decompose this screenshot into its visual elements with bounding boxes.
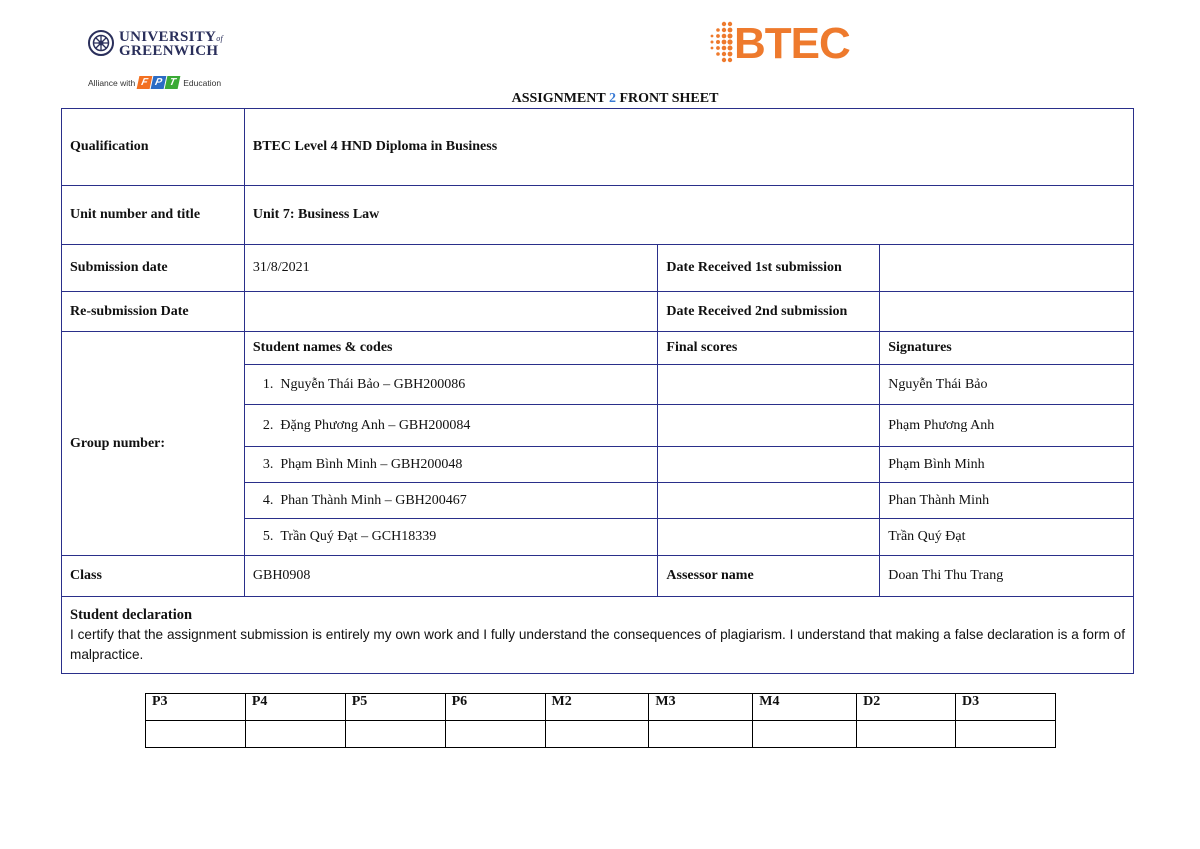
student-declaration (62, 597, 1134, 674)
criteria-cell (245, 721, 345, 748)
student-signature: Nguyễn Thái Bảo (880, 365, 1134, 405)
student-signature: Phan Thành Minh (880, 483, 1134, 519)
group-number-label: Group number: (62, 332, 245, 556)
qualification-row (62, 109, 1134, 186)
university-wordmark: UNIVERSITYof (119, 29, 224, 45)
signatures-column-header: Signatures (880, 332, 1134, 365)
grading-criteria-table (145, 693, 1056, 748)
student-name: 2. Đặng Phương Anh – GBH200084 (244, 405, 658, 447)
scores-column-header: Final scores (658, 332, 880, 365)
resubmission-date-label: Re-submission Date (62, 292, 245, 332)
qualification-label: Qualification (62, 109, 245, 186)
front-sheet-table (61, 108, 1134, 674)
qualification-value: BTEC Level 4 HND Diploma in Business (244, 109, 1133, 186)
declaration-title: Student declaration (70, 607, 193, 623)
class-row (62, 556, 1134, 597)
student-score (658, 365, 880, 405)
criteria-cell (956, 721, 1056, 748)
unit-row (62, 186, 1134, 245)
assessor-label: Assessor name (658, 556, 880, 597)
criteria-cell (753, 721, 857, 748)
student-name: 5. Trần Quý Đạt – GCH18339 (244, 519, 658, 556)
university-of-greenwich-logo (88, 30, 228, 92)
student-score (658, 447, 880, 483)
student-signature: Phạm Phương Anh (880, 405, 1134, 447)
student-score (658, 405, 880, 447)
crest-icon (88, 30, 114, 56)
fpt-logo: F P T (138, 76, 180, 89)
criteria-header: M2 (545, 694, 649, 721)
student-score (658, 519, 880, 556)
greenwich-wordmark: GREENWICH (119, 43, 219, 59)
student-signature: Trần Quý Đạt (880, 519, 1134, 556)
criteria-cell (649, 721, 753, 748)
alliance-fpt: Alliance with F P T Education (88, 77, 222, 88)
criteria-header: D2 (857, 694, 956, 721)
btec-dots-icon (704, 18, 738, 66)
submission-date-label: Submission date (62, 245, 245, 292)
students-column-header: Student names & codes (244, 332, 658, 365)
group-header-row (62, 332, 1134, 365)
received-1st-value (880, 245, 1134, 292)
submission-date-value: 31/8/2021 (244, 245, 658, 292)
criteria-cell (445, 721, 545, 748)
unit-value: Unit 7: Business Law (244, 186, 1133, 245)
resubmission-row (62, 292, 1134, 332)
received-2nd-label: Date Received 2nd submission (658, 292, 880, 332)
criteria-header: P6 (445, 694, 545, 721)
criteria-cell (857, 721, 956, 748)
student-name: 1. Nguyễn Thái Bảo – GBH200086 (244, 365, 658, 405)
declaration-text: I certify that the assignment submission is entirely my own work and I fully understand the consequences of plagiarism. I understand that making a false declaration is a form of malpractice. (70, 627, 1125, 662)
criteria-cell (345, 721, 445, 748)
criteria-header: P5 (345, 694, 445, 721)
criteria-header: P4 (245, 694, 345, 721)
received-2nd-value (880, 292, 1134, 332)
unit-label: Unit number and title (62, 186, 245, 245)
student-score (658, 483, 880, 519)
criteria-value-row (146, 721, 1056, 748)
criteria-cell (545, 721, 649, 748)
criteria-cell (146, 721, 246, 748)
criteria-header-row (146, 694, 1056, 721)
criteria-header: M3 (649, 694, 753, 721)
criteria-header: D3 (956, 694, 1056, 721)
resubmission-date-value (244, 292, 658, 332)
class-value: GBH0908 (244, 556, 658, 597)
assessor-value: Doan Thi Thu Trang (880, 556, 1134, 597)
btec-wordmark: BTEC (734, 19, 850, 68)
student-signature: Phạm Bình Minh (880, 447, 1134, 483)
submission-row (62, 245, 1134, 292)
criteria-header: P3 (146, 694, 246, 721)
student-name: 3. Phạm Bình Minh – GBH200048 (244, 447, 658, 483)
class-label: Class (62, 556, 245, 597)
criteria-header: M4 (753, 694, 857, 721)
student-name: 4. Phan Thành Minh – GBH200467 (244, 483, 658, 519)
btec-logo (704, 18, 854, 68)
declaration-row (62, 597, 1134, 674)
page-title: ASSIGNMENT 2 FRONT SHEET (511, 91, 719, 106)
received-1st-label: Date Received 1st submission (658, 245, 880, 292)
